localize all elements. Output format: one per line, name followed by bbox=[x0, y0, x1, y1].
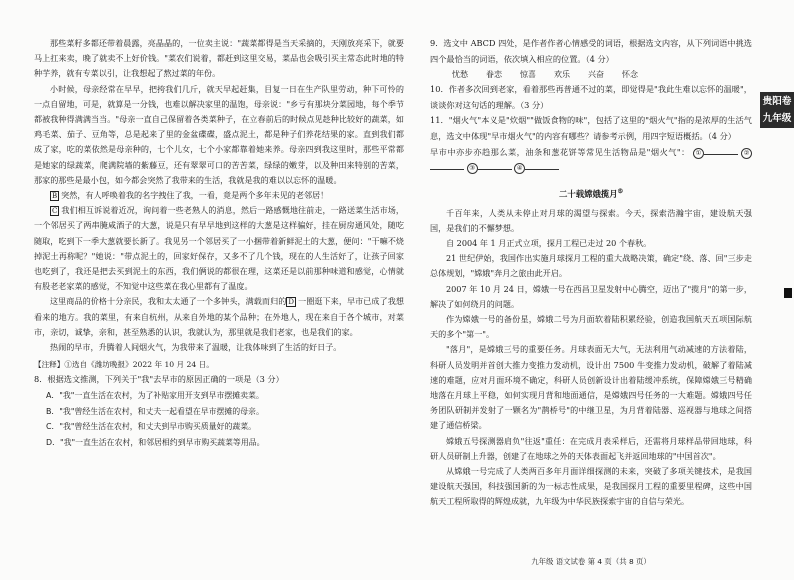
blank-4[interactable] bbox=[525, 160, 559, 170]
paragraph-last: 热闹的早市，升腾着人间烟火气，为我带来了温暖，让我体味到了生活的好日子。 bbox=[50, 342, 342, 353]
article-paragraph-6: "落月"，是嫦娥三号的重要任务。月球表面无大气，无法利用气动减速的方法着陆，科研人员发明并首创大推力变推力发动机，设计出 7500 牛变推力发动机，破解了着陆减速的难题，应对月面环境不确定，科研人员创新设计出着陆缓冲系统，保障嫦娥三号精确地落在月球上平稳，如何实现月背和地面通信，是嫦娥四号任务的一大难题。嫦娥四号任务团队研制并发射了一颗名为"鹊桥号"的中继卫星，为月背着陆器、巡视器与地球之间搭建了通信桥梁。 bbox=[430, 344, 752, 431]
box-c: C bbox=[52, 207, 58, 216]
article-title-text: 二十载嫦娥揽月 bbox=[558, 188, 618, 199]
article-paragraph-7: 嫦娥五号探测器肩负"往返"重任：在完成月表采样后，还需将月球样品带回地球，科研人员研制上升器，创建了在地球之外的天体表面起飞并返回地球的"中国首次"。 bbox=[430, 435, 752, 461]
grade-label: 九年级 bbox=[762, 113, 792, 124]
article-paragraph-3: 21 世纪伊始，我国作出实施月球探月工程的重大战略决策，确定"绕、落、回"三步走总体规划，"嫦娥"奔月之旅由此开启。 bbox=[430, 253, 752, 279]
paragraph-d-text-a: 这里商品的价格十分亲民，我和太太通了一个多钟头，满载而归的 bbox=[50, 296, 287, 307]
page-footer: 九年级 语文试卷 第 4 页（共 8 页） bbox=[531, 557, 651, 566]
region-label: 贵阳卷 bbox=[762, 96, 792, 107]
right-column bbox=[430, 36, 752, 510]
paragraph-d-text-b: 一圈逛下来，早市已成了我想看来的地方。我的菜里，有来自杭州，从来自外地的某个品种；在外地人，现在来自于各个城市，对菜市，亲切，诚挚，亲和，甚至熟悉的认识，我就认为，那里就是我们老家，也是我们的家。 bbox=[34, 296, 404, 337]
word-2: 眷恋 bbox=[486, 70, 502, 80]
blank-3-mark: ③ bbox=[467, 163, 478, 174]
box-b: B bbox=[52, 192, 58, 201]
blank-2[interactable] bbox=[430, 160, 464, 170]
question-11: 11．"烟火气"本义是"炊烟""做饭食物的味"，包括了这里的"烟火气"指的是浓厚的生活气息，选文中体现"早市烟火气"的内容有哪些？请参考示例，用四字短语概括。（4 分） bbox=[430, 115, 752, 141]
question-9-word-bank bbox=[430, 67, 752, 82]
blank-1[interactable] bbox=[704, 145, 738, 155]
blank-1-mark: ① bbox=[693, 148, 704, 159]
question-8-options bbox=[34, 388, 404, 450]
article-paragraph-1: 千百年来，人类从未停止对月球的渴望与探索。今天，探索浩瀚宇宙，建设航天强国，是我们的不懈梦想。 bbox=[430, 207, 752, 233]
paragraph-b-text: 突然，有人呼唤着我的名字拽住了我，一看，竟是两个多年未见的老邻居！ bbox=[61, 190, 329, 201]
paragraph-d bbox=[34, 294, 404, 340]
paragraph-1: 那些菜籽多都还带着晨露，亮晶晶的，一位卖主说："蔬菜都得是当天采摘的，天刚放亮采下，就要马上扛来卖，晚了就卖不上好价钱。"菜农们说着，都赶到这里交易，菜品也会吸引买主常态此时地的特种芋养，就有专菜以引，让我想起了熬过菜的年份。 bbox=[34, 38, 404, 79]
title-footnote-mark: ⑤ bbox=[617, 187, 623, 195]
article-paragraph-5: 作为嫦娥一号的备份星，嫦娥二号为月面软着陆积累经验，创造我国航天五项国际航天的多个"第一"。 bbox=[430, 313, 752, 340]
question-11-example-text: 早市中亦步亦趋那么菜，油条和葱花饼等常见生活物品是"烟火气"： bbox=[430, 146, 690, 157]
left-column bbox=[34, 36, 404, 450]
paragraph-2: 小时候，母亲经常在早早，把挎我们几斤，就天早起赶集，目复一日在生产队里劳动，种下可怜的一点自留地，可是，就算是一分钱，也难以解决家里的温饱，母亲说："乡亏有那块分菜园地，每个季节都被我种得满满当当。"母亲一直自己保留着各类菜种子，在立春前后的时候点见趁种比较好的蔬菜，如鸡毛菜、茄子、豆角等，总是起来了里的金盆碟碟，盛点泥土，都是种子们养花结果的家。直到我们都成了家，吃的菜依然是母亲种的，七个儿女，七个小家都靠着她来养。母亲四到我这里时，那些平常都是她家的绿蔬菜，爬满院墙的紫藤豆，还有翠翠可口的苦苦菜，绿绿的嫩芽，以及种田来特别的苦菜，那家的那些是最小包，如今都会突然了我带来的生活，我就是我的难以以忘怀的温暖。 bbox=[34, 83, 404, 185]
question-11-example bbox=[430, 145, 752, 176]
paragraph-c-text: 我们相互诉说着近况，询问着一些老熟人的消息，然后一路感慨地往前走，一路送菜生活市场，一个邻居买了两串腌咸酒子的大葱，说是只有早早地到这样的大葱是这样骗好，挂在厨房通风处，随吃随取，吃到下一季大葱就要长新了。我见另一个邻居买了一小捆带着新鲜泥土的大葱，便问："干嘛不烧掉泥土再称呢？"她说："带点泥土的，回家好保存，又多不了几个钱，现在的人生活好了，让孩子回家也吃到了，我还是把去买到泥土的东西，我们俩说的都很在理，这菜还是以前那种味道和感觉，心情就有股老老家菜的感觉，不知觉中这些菜在我心里都有了温度。 bbox=[34, 205, 404, 292]
word-6: 怀念 bbox=[622, 70, 638, 80]
word-1: 忧愁 bbox=[452, 70, 468, 80]
blank-4-mark: ④ bbox=[514, 163, 525, 174]
option-d: D．"我"一直生活在农村，和邻居相约到早市购买蔬菜等用品。 bbox=[46, 437, 265, 447]
box-d: D bbox=[288, 298, 295, 307]
article-paragraph-8: 从嫦娥一号完成了人类两百多年月面详细探测的未来，突破了多项关键技术，是我国建设航天强国，科技强国新的为一标志性成果，是我国探月工程的重要里程碑，这些中国航天工程所取得的辉煌成就，九年级为中华民族探索宇宙的自信与荣光。 bbox=[430, 466, 752, 507]
paragraph-c bbox=[34, 203, 404, 294]
alignment-marker bbox=[784, 288, 792, 298]
option-c: C．"我"曾经生活在农村，和丈夫到早市购买质量好的蔬菜。 bbox=[46, 422, 257, 432]
article-paragraph-2: 自 2004 年 1 月正式立项，探月工程已走过 20 个春秋。 bbox=[446, 237, 652, 248]
region-grade-tab bbox=[760, 92, 794, 128]
word-5: 兴奋 bbox=[588, 70, 604, 80]
word-3: 惊喜 bbox=[520, 70, 536, 80]
question-9: 9．选文中 ABCD 四处，是作者作者心情感受的词语，根据选文内容，从下列词语中挑选四个最恰当的词语，依次填入相应的位置。（4 分） bbox=[430, 38, 752, 64]
word-4: 欢乐 bbox=[554, 70, 570, 80]
blank-3[interactable] bbox=[478, 160, 512, 170]
option-a: A．"我"一直生活在农村，为了补贴家用开支到早市摆摊卖菜。 bbox=[46, 391, 264, 401]
article-paragraph-4: 2007 年 10 月 24 日，嫦娥一号在西昌卫星发射中心腾空，迈出了"揽月"的第一步，解决了如何绕月的问题。 bbox=[430, 283, 752, 309]
option-b: B．"我"曾经生活在农村，和丈夫一起看望在早市摆摊的母亲。 bbox=[46, 406, 264, 416]
question-10: 10．作者多次回到老家，看着那些再普通不过的菜，即觉得是"我此生难以忘怀的温暖"，谈谈你对这句话的理解。（3 分） bbox=[430, 84, 752, 110]
annotation-note: 【注释】①选自《潍坊晚报》2022 年 10 月 24 日。 bbox=[34, 360, 214, 370]
question-8: 8．根据选文推测，下列关于"我"去早市的原因正确的一项是（3 分） bbox=[34, 374, 284, 385]
article-title bbox=[430, 184, 752, 202]
paragraph-b bbox=[34, 188, 404, 203]
blank-2-mark: ② bbox=[741, 148, 752, 159]
